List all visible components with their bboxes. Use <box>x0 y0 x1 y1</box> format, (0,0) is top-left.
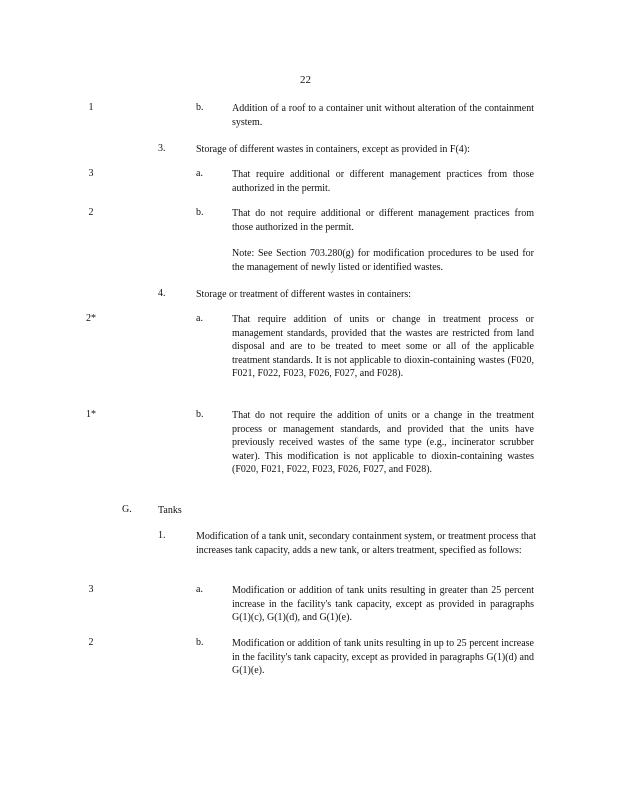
item-text: That do not require additional or different management practices from those authorized in the permit. <box>232 208 534 233</box>
item-text: Addition of a roof to a container unit without alteration of the containment system. <box>232 103 534 128</box>
class-label: 2 <box>88 637 94 648</box>
item-letter: a. <box>196 313 203 324</box>
section-letter: G. <box>122 504 132 515</box>
item-text: That do not require the addition of units or a change in the treatment process or management standards, and provided that the units have previously received wastes of the same type (e.g., incinerator scrubber water). This modification is not applicable to dioxin-containing wastes (F020, F021, F022, F023, F026, F027, and F028). <box>232 410 534 476</box>
class-label: 2* <box>86 313 96 324</box>
item-text: Modification or addition of tank units resulting in greater than 25 percent increase in the facility's tank capacity, except as provided in paragraphs G(1)(c), G(1)(d), and G(1)(e). <box>232 585 534 624</box>
item-text: Modification or addition of tank units resulting in up to 25 percent increase in the facility's tank capacity, except as provided in paragraphs G(1)(d) and G(1)(e). <box>232 638 534 677</box>
item-letter: a. <box>196 584 203 595</box>
class-label: 1 <box>88 102 94 113</box>
note-text: Note: See Section 703.280(g) for modification procedures to be used for the management of newly listed or identified wastes. <box>232 248 534 273</box>
page-number: 22 <box>300 74 311 86</box>
item-letter: b. <box>196 637 204 648</box>
item-letter: b. <box>196 409 204 420</box>
item-letter: b. <box>196 102 204 113</box>
item-text: Storage or treatment of different wastes in containers: <box>196 289 412 300</box>
class-label: 1* <box>86 409 96 420</box>
item-letter: a. <box>196 168 203 179</box>
item-number: 4. <box>158 288 166 299</box>
class-label: 2 <box>88 207 94 218</box>
item-number: 3. <box>158 143 166 154</box>
item-text: That require additional or different management practices from those authorized in the permit. <box>232 169 534 194</box>
class-label: 3 <box>88 168 94 179</box>
item-text: That require addition of units or change in treatment process or management standards, provided that the wastes are restricted from land disposal and are to be treated to meet some or all of the applicable treatment standards. It is not applicable to dioxin-containing wastes (F020, F021, F022, F023, F026, F027, and F028). <box>232 314 534 380</box>
item-text: Modification of a tank unit, secondary containment system, or treatment process that increases tank capacity, adds a new tank, or alters treatment, specified as follows: <box>196 531 536 556</box>
class-label: 3 <box>88 584 94 595</box>
section-title: Tanks <box>158 505 182 516</box>
item-text: Storage of different wastes in containers, except as provided in F(4): <box>196 144 470 155</box>
item-letter: b. <box>196 207 204 218</box>
item-number: 1. <box>158 530 166 541</box>
